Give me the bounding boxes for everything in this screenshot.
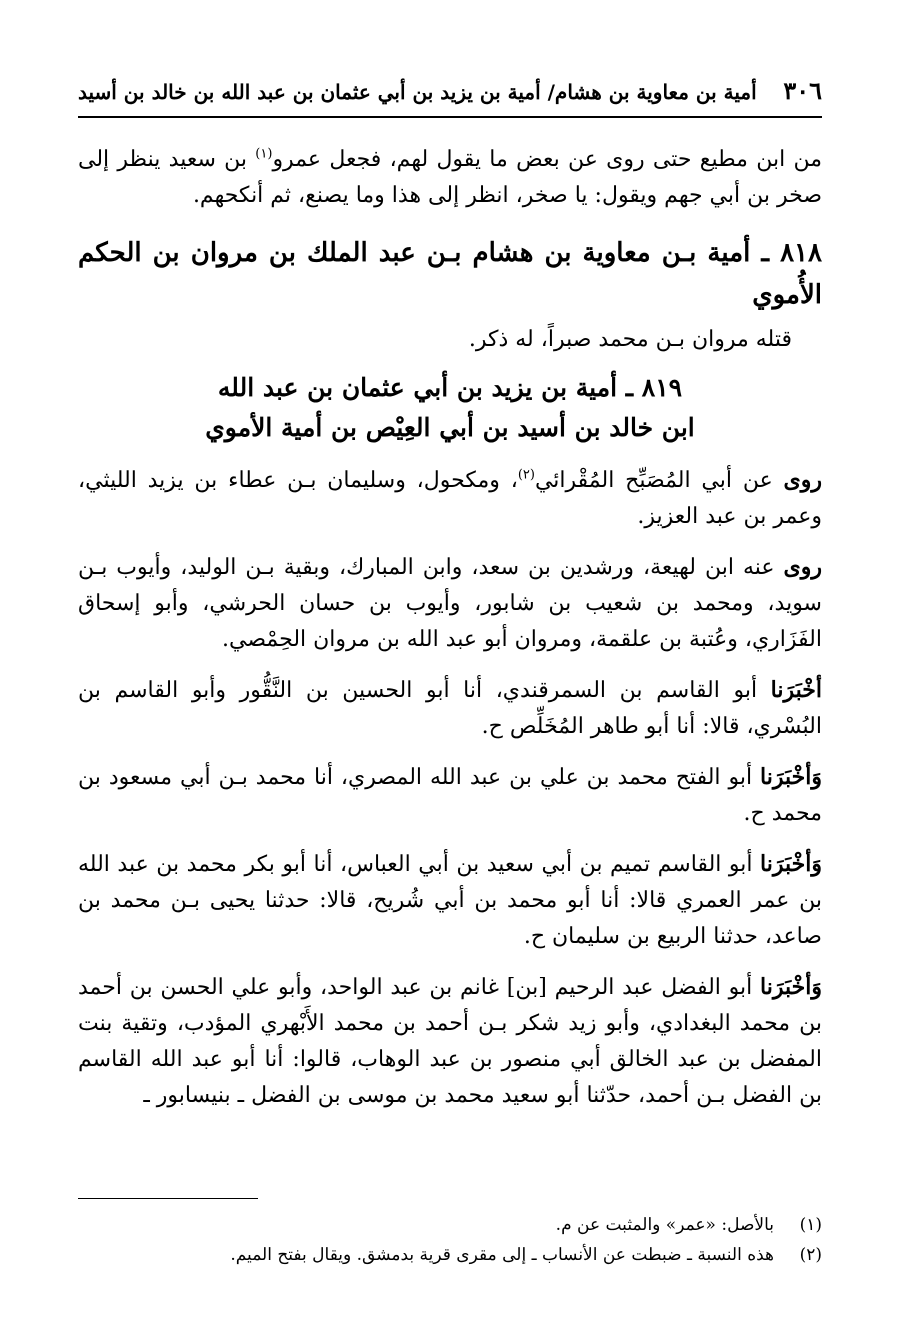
- entry-818-heading: ٨١٨ ـ أمية بـن معاوية بن هشام بـن عبد الملك بن مروان بن الحكم الأُموي: [78, 238, 822, 310]
- isnad-2: وَأخْبَرَنا أبو الفتح محمد بن علي بن عبد الله المصري، أنا محمد بـن أبي مسعود بن محمد ح.: [78, 764, 822, 826]
- isnad-4: وَأخْبَرَنا أبو الفضل عبد الرحيم [بن] غانم بن عبد الواحد، وأبو علي الحسن بن أحمد بن محمد البغدادي، وأبو زيد شكر بـن أحمد بن محمد الأَبْهري المؤدب، وتقية بنت المفضل بن عبد الخالق أبي منصور بن عبد الوهاب، قالوا: أنا أبو عبد الله القاسم بن الفضل بـن أحمد، حدّثنا أبو سعيد محمد بن موسى بن الفضل ـ بنيسابور ـ: [78, 974, 822, 1108]
- running-title: أمية بن معاوية بن هشام/ أمية بن يزيد بن أبي عثمان بن عبد الله بن خالد بن أسيد: [78, 80, 757, 104]
- page-number: ٣٠٦: [783, 76, 822, 105]
- entry-819-heading-line2: ابن خالد بن أسيد بن أبي العِيْص بن أمية الأموي: [205, 413, 695, 442]
- main-text: [78, 142, 822, 1114]
- book-page: [78, 0, 822, 1342]
- running-head: [78, 72, 822, 112]
- paragraph-1: من ابن مطيع حتى روى عن بعض ما يقول لهم، فجعل عمرو$^{(١)}$ بن سعيد ينظر إلى صخر بن أبي جهم ويقول: يا صخر، انظر إلى هذا وما يصنع، ثم أنكحهم.: [78, 146, 822, 208]
- footnote-number: (٢): [799, 1245, 822, 1265]
- isnad-3: وَأخْبَرَنا أبو القاسم تميم بن أبي سعيد بن أبي العباس، أنا أبو بكر محمد بن عبد الله بن عمر العمري قالا: أنا أبو محمد بن أبي شُريح، قالا: حدثنا يحيى بـن محمد بن صاعد، حدثنا الربيع بن سليمان ح.: [78, 851, 822, 949]
- footnotes: [78, 1210, 822, 1270]
- footnote-1: [78, 1210, 822, 1240]
- entry-819-heading-line1: ٨١٩ ـ أمية بن يزيد بن أبي عثمان بن عبد الله: [217, 373, 683, 402]
- footnote-ref-1: (١): [255, 146, 273, 162]
- isnad-1: أخْبَرَنا أبو القاسم بن السمرقندي، أنا أبو الحسين بن النَّقُّور وأبو القاسم بن البُسْري، قالا: أنا أبو طاهر المُخَلِّص ح.: [78, 677, 822, 739]
- footnote-rule: [78, 1198, 258, 1199]
- paragraph-riwaya: روى عن أبي المُصَبِّح المُقْرائي$^{(٢)}$، ومكحول، وسليمان بـن عطاء بن يزيد الليثي، وعمر بن عبد العزيز.: [78, 467, 822, 529]
- footnote-text: هذه النسبة ـ ضبطت عن الأنساب ـ إلى مقرى قرية بدمشق. ويقال بفتح الميم.: [230, 1245, 774, 1265]
- footnote-number: (١): [799, 1215, 822, 1235]
- footnote-2: [78, 1240, 822, 1270]
- entry-818-text: قتله مروان بـن محمد صبراً، له ذكر.: [468, 327, 792, 352]
- footnote-ref-2: (٢): [517, 467, 535, 483]
- header-rule: [78, 116, 822, 118]
- paragraph-ruwat: روى عنه ابن لهيعة، ورشدين بن سعد، وابن المبارك، وبقية بـن الوليد، وأيوب بـن سويد، ومحمد بن شعيب بن شابور، وأيوب بن حسان الحرشي، وأبو إسحاق الفَزَاري، وعُتبة بن علقمة، ومروان أبو عبد الله بن مروان الحِمْصي.: [78, 554, 822, 652]
- footnote-text: بالأصل: «عمر» والمثبت عن م.: [555, 1215, 774, 1235]
